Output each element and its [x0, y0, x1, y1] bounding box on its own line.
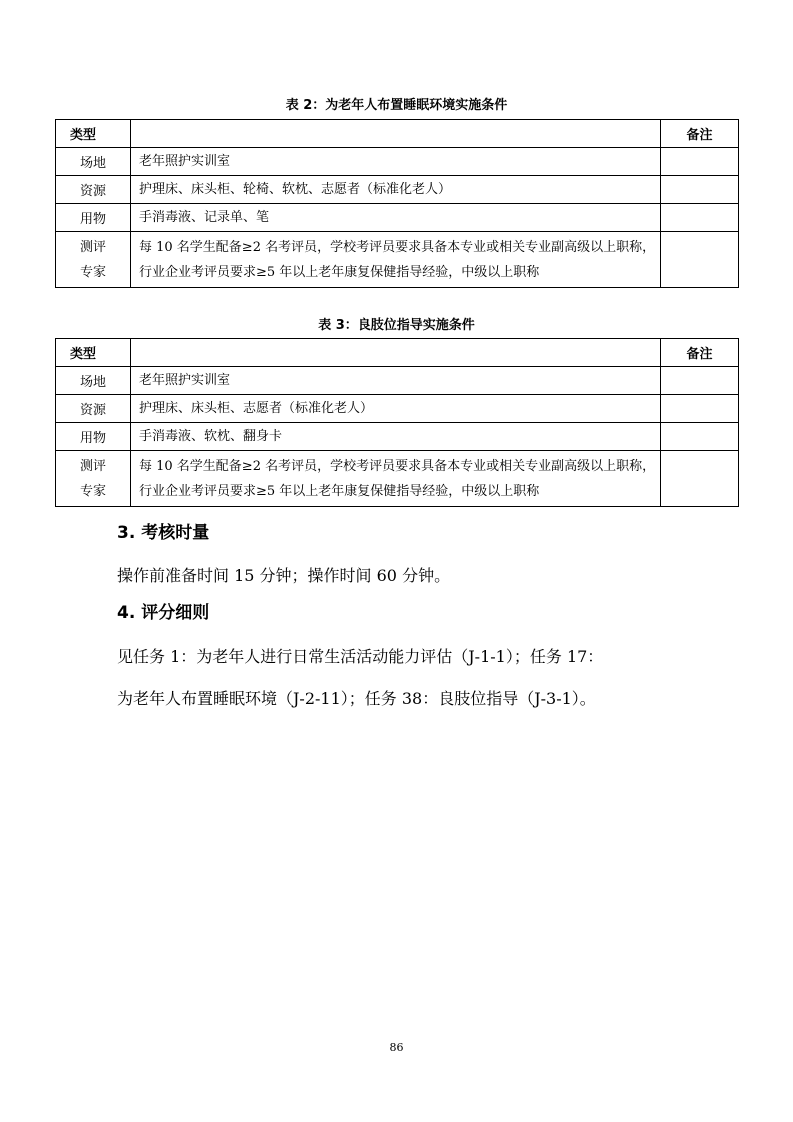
row-type: 场地: [56, 367, 131, 395]
table3: [55, 338, 739, 507]
row-type: [56, 232, 131, 288]
row-type-line: 测评: [79, 458, 106, 474]
row-content: 护理床、床头柜、轮椅、软枕、志愿者（标准化老人）: [131, 176, 661, 204]
row-content: 手消毒液、软枕、翻身卡: [131, 423, 661, 451]
table-row: [56, 451, 739, 507]
row-content: 每 10 名学生配备≥2 名考评员，学校考评员要求具备本专业或相关专业副高级以上职称，行业企业考评员要求≥5 年以上老年康复保健指导经验，中级以上职称: [131, 232, 661, 288]
row-content: 老年照护实训室: [131, 148, 661, 176]
table2-caption: 表 2：为老年人布置睡眠环境实施条件: [285, 98, 508, 113]
header-content: [131, 120, 661, 148]
section4-line1: 见任务 1：为老年人进行日常生活活动能力评估（J-1-1）；任务 17：: [117, 647, 604, 666]
table2: [55, 119, 739, 288]
row-note: [661, 148, 739, 176]
table-header-row: [56, 120, 739, 148]
table-row: [56, 232, 739, 288]
header-content: [131, 339, 661, 367]
table-row: [56, 148, 739, 176]
row-type-line: 测评: [79, 239, 106, 255]
row-content: 手消毒液、记录单、笔: [131, 204, 661, 232]
row-type-line: 专家: [79, 483, 106, 499]
row-note: [661, 232, 739, 288]
row-note: [661, 367, 739, 395]
section3-heading: 3. 考核时量: [117, 523, 210, 543]
section4-heading: 4. 评分细则: [117, 603, 210, 623]
table-row: [56, 395, 739, 423]
row-content: 老年照护实训室: [131, 367, 661, 395]
row-type: 用物: [56, 204, 131, 232]
row-content: 每 10 名学生配备≥2 名考评员，学校考评员要求具备本专业或相关专业副高级以上职称，行业企业考评员要求≥5 年以上老年康复保健指导经验，中级以上职称: [131, 451, 661, 507]
table3-caption: 表 3：良肢位指导实施条件: [318, 318, 475, 333]
row-type: 资源: [56, 395, 131, 423]
row-note: [661, 423, 739, 451]
header-note: 备注: [661, 339, 739, 367]
header-type: 类型: [56, 339, 131, 367]
table-row: [56, 367, 739, 395]
row-type: 资源: [56, 176, 131, 204]
section4-line2: 为老年人布置睡眠环境（J-2-11）；任务 38：良肢位指导（J-3-1）。: [117, 689, 596, 708]
row-note: [661, 176, 739, 204]
section3-text: 操作前准备时间 15 分钟；操作时间 60 分钟。: [117, 566, 451, 585]
page-number: 86: [389, 1041, 404, 1054]
header-note: 备注: [661, 120, 739, 148]
row-content: 护理床、床头柜、志愿者（标准化老人）: [131, 395, 661, 423]
row-type: 场地: [56, 148, 131, 176]
row-type: [56, 451, 131, 507]
header-type: 类型: [56, 120, 131, 148]
row-note: [661, 395, 739, 423]
table-row: [56, 204, 739, 232]
row-type: 用物: [56, 423, 131, 451]
table-row: [56, 176, 739, 204]
table-header-row: [56, 339, 739, 367]
table-row: [56, 423, 739, 451]
row-note: [661, 451, 739, 507]
row-type-line: 专家: [79, 264, 106, 280]
row-note: [661, 204, 739, 232]
